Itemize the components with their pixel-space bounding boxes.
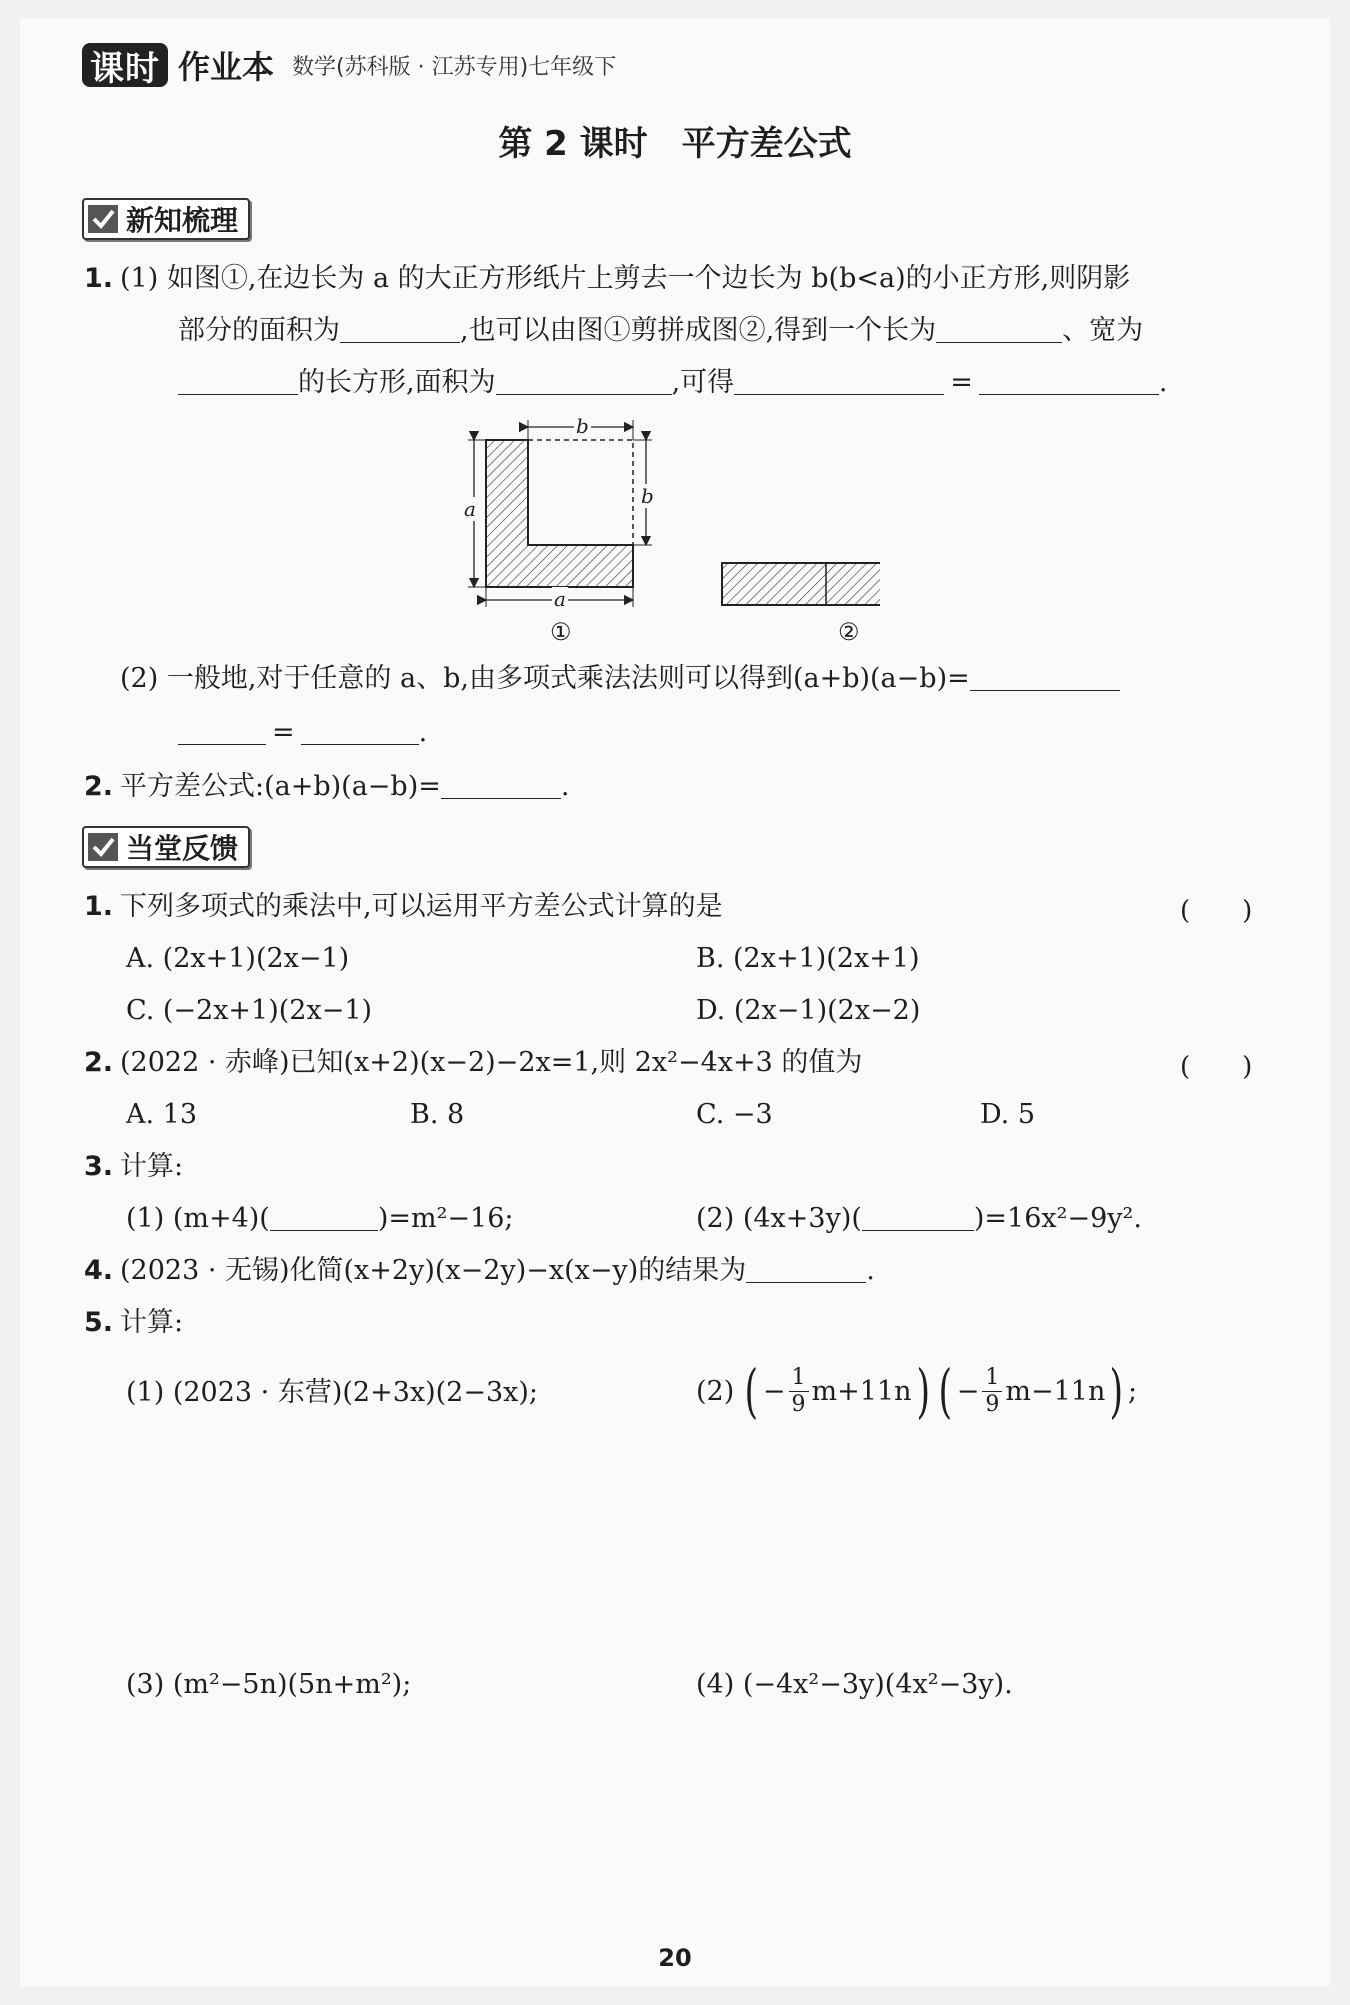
fb5-part1: (1) (2023 · 东营)(2+3x)(2−3x); [126,1377,539,1408]
answer-blank[interactable] [496,368,672,395]
answer-bracket[interactable]: ( ) [1180,896,1253,926]
check-icon [88,833,118,861]
fb3-part1: (1) (m+4)( )=m²−16; [126,1203,514,1234]
q2-text: 平方差公式:(a+b)(a−b)= . [120,771,570,802]
answer-blank[interactable] [970,664,1120,691]
option-b[interactable]: B. (2x+1)(2x+1) [696,943,920,974]
figure-caption-1: ① [550,618,572,646]
option-d[interactable]: D. 5 [980,1099,1036,1130]
question-number: 1. [84,263,114,294]
book-name: 作业本 [178,48,275,86]
section-header-new-knowledge: 新知梳理 [82,198,250,240]
question-number: 4. [84,1255,114,1286]
fb3-part2: (2) (4x+3y)( )=16x²−9y². [696,1203,1142,1234]
answer-blank[interactable] [340,316,460,343]
page-title: 第 2 课时 平方差公式 [498,124,852,164]
q1-p2-line2: = . [178,716,427,750]
answer-blank[interactable] [178,368,298,395]
header [82,40,616,90]
answer-blank[interactable] [746,1256,866,1283]
page-number: 20 [658,1944,692,1972]
fb5-part3: (3) (m²−5n)(5n+m²); [126,1669,412,1700]
logo: 课时 [82,43,168,87]
question-number: 3. [84,1151,114,1182]
figure-square-diagram [460,415,880,650]
answer-blank[interactable] [979,368,1159,395]
fraction: $\frac{1}{9}$ [982,1365,1002,1418]
fb3-text: 计算: [120,1151,184,1182]
figure-label-a-left: a [464,497,476,521]
q1-p2-line1: (2) 一般地,对于任意的 a、b,由多项式乘法法则可以得到(a+b)(a−b)= [120,662,1120,696]
fb2-text: (2022 · 赤峰)已知(x+2)(x−2)−2x=1,则 2x²−4x+3 的值为 [120,1047,863,1078]
figure-caption-2: ② [838,618,860,646]
q1-p1-line2: 部分的面积为 ,也可以由图①剪拼成图②,得到一个长为 、宽为 [178,315,1144,346]
check-icon [88,205,118,233]
answer-blank[interactable] [441,772,561,799]
answer-blank[interactable] [270,1204,378,1231]
question-number: 5. [84,1307,114,1338]
figure-label-b-top: b [576,414,589,438]
fb4-text: (2023 · 无锡)化简(x+2y)(x−2y)−x(x−y)的结果为 . [120,1255,875,1286]
fb5-part2: (2) ( − $\frac{1}{9}$ m+11n ) ( − $\frac{1}{9}$ m−11n ) ; [696,1357,1138,1425]
option-c[interactable]: C. (−2x+1)(2x−1) [126,995,373,1026]
question-number: 2. [84,771,114,802]
answer-blank[interactable] [734,368,944,395]
answer-bracket[interactable]: ( ) [1180,1052,1253,1082]
question-number: 1. [84,891,114,922]
fraction: $\frac{1}{9}$ [789,1365,809,1418]
book-subtitle: 数学(苏科版 · 江苏专用)七年级下 [292,54,617,80]
option-a[interactable]: A. 13 [126,1099,198,1130]
figure-label-b-right: b [641,484,654,508]
section-header-feedback: 当堂反馈 [82,826,250,868]
answer-blank[interactable] [301,718,419,745]
option-d[interactable]: D. (2x−1)(2x−2) [696,995,921,1026]
option-a[interactable]: A. (2x+1)(2x−1) [126,943,350,974]
answer-blank[interactable] [936,316,1062,343]
fb5-part4: (4) (−4x²−3y)(4x²−3y). [696,1669,1013,1700]
answer-blank[interactable] [178,718,266,745]
question-number: 2. [84,1047,114,1078]
q1-p1-line3: 的长方形,面积为 ,可得 = . [178,366,1167,400]
option-b[interactable]: B. 8 [410,1099,465,1130]
answer-blank[interactable] [862,1204,974,1231]
figure-label-a-bottom: a [554,587,566,611]
option-c[interactable]: C. −3 [696,1099,773,1130]
fb1-text: 下列多项式的乘法中,可以运用平方差公式计算的是 [120,891,723,922]
q1-p1-line1: (1) 如图①,在边长为 a 的大正方形纸片上剪去一个边长为 b(b<a)的小正方形,则阴影 [120,263,1131,294]
fb5-text: 计算: [120,1307,184,1338]
